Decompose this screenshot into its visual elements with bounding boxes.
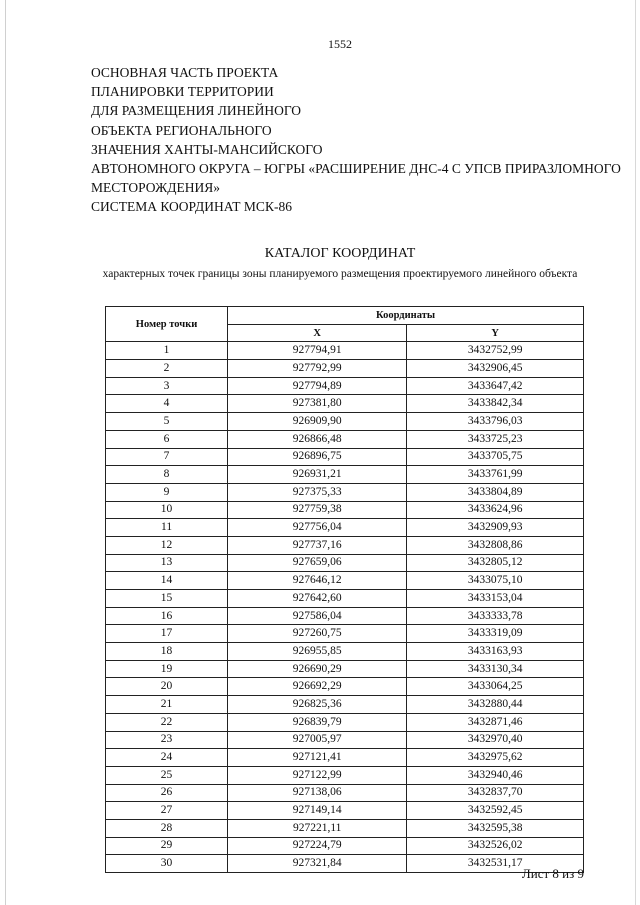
x-coordinate-cell: 927122,99 bbox=[228, 766, 407, 784]
y-coordinate-cell: 3432592,45 bbox=[407, 802, 584, 820]
y-coordinate-cell: 3433647,42 bbox=[407, 377, 584, 395]
point-number-cell: 12 bbox=[106, 536, 228, 554]
x-coordinate-cell: 926931,21 bbox=[228, 466, 407, 484]
table-row bbox=[106, 749, 584, 767]
table-header-row bbox=[106, 307, 584, 325]
point-number-cell: 5 bbox=[106, 413, 228, 431]
table-row bbox=[106, 554, 584, 572]
y-coordinate-cell: 3432752,99 bbox=[407, 342, 584, 360]
x-coordinate-cell: 927759,38 bbox=[228, 501, 407, 519]
y-coordinate-cell: 3432906,45 bbox=[407, 360, 584, 378]
x-coordinate-cell: 927794,89 bbox=[228, 377, 407, 395]
x-coordinate-cell: 927756,04 bbox=[228, 519, 407, 537]
table-row bbox=[106, 660, 584, 678]
table-row bbox=[106, 483, 584, 501]
heading-line: ПЛАНИРОВКИ ТЕРРИТОРИИ bbox=[91, 84, 274, 100]
point-number-cell: 15 bbox=[106, 590, 228, 608]
point-number-cell: 7 bbox=[106, 448, 228, 466]
point-number-cell: 23 bbox=[106, 731, 228, 749]
point-number-cell: 13 bbox=[106, 554, 228, 572]
x-coordinate-cell: 926866,48 bbox=[228, 430, 407, 448]
y-coordinate-cell: 3432531,17 bbox=[407, 855, 584, 873]
y-coordinate-cell: 3432880,44 bbox=[407, 696, 584, 714]
x-coordinate-cell: 927149,14 bbox=[228, 802, 407, 820]
x-coordinate-cell: 926692,29 bbox=[228, 678, 407, 696]
point-number-cell: 18 bbox=[106, 643, 228, 661]
point-number-cell: 30 bbox=[106, 855, 228, 873]
table-row bbox=[106, 766, 584, 784]
point-number-cell: 17 bbox=[106, 625, 228, 643]
x-coordinate-cell: 926825,36 bbox=[228, 696, 407, 714]
y-coordinate-cell: 3432975,62 bbox=[407, 749, 584, 767]
y-coordinate-cell: 3432970,40 bbox=[407, 731, 584, 749]
y-coordinate-cell: 3433130,34 bbox=[407, 660, 584, 678]
point-number-cell: 8 bbox=[106, 466, 228, 484]
x-coordinate-cell: 926909,90 bbox=[228, 413, 407, 431]
header-y: Y bbox=[407, 324, 584, 342]
y-coordinate-cell: 3432940,46 bbox=[407, 766, 584, 784]
x-coordinate-cell: 927381,80 bbox=[228, 395, 407, 413]
document-heading bbox=[91, 63, 621, 217]
table-row bbox=[106, 607, 584, 625]
catalog-subtitle: характерных точек границы зоны планируемого размещения проектируемого линейного объекта bbox=[102, 268, 578, 280]
table-row bbox=[106, 696, 584, 714]
x-coordinate-cell: 927737,16 bbox=[228, 536, 407, 554]
y-coordinate-cell: 3432837,70 bbox=[407, 784, 584, 802]
table-row bbox=[106, 395, 584, 413]
table-row bbox=[106, 342, 584, 360]
point-number-cell: 25 bbox=[106, 766, 228, 784]
table-row bbox=[106, 430, 584, 448]
y-coordinate-cell: 3432871,46 bbox=[407, 713, 584, 731]
point-number-cell: 22 bbox=[106, 713, 228, 731]
point-number-cell: 10 bbox=[106, 501, 228, 519]
heading-line: ОСНОВНАЯ ЧАСТЬ ПРОЕКТА bbox=[91, 65, 279, 80]
table-row bbox=[106, 448, 584, 466]
y-coordinate-cell: 3433725,23 bbox=[407, 430, 584, 448]
point-number-cell: 26 bbox=[106, 784, 228, 802]
x-coordinate-cell: 927792,99 bbox=[228, 360, 407, 378]
table-row bbox=[106, 501, 584, 519]
heading-line: МЕСТОРОЖДЕНИЯ» bbox=[91, 180, 220, 196]
table-row bbox=[106, 466, 584, 484]
y-coordinate-cell: 3433075,10 bbox=[407, 572, 584, 590]
table-row bbox=[106, 360, 584, 378]
coordinates-table-body bbox=[106, 342, 584, 873]
table-row bbox=[106, 413, 584, 431]
y-coordinate-cell: 3433804,89 bbox=[407, 483, 584, 501]
point-number-cell: 27 bbox=[106, 802, 228, 820]
table-row bbox=[106, 855, 584, 873]
point-number-cell: 6 bbox=[106, 430, 228, 448]
table-row bbox=[106, 643, 584, 661]
y-coordinate-cell: 3433163,93 bbox=[407, 643, 584, 661]
point-number-cell: 19 bbox=[106, 660, 228, 678]
x-coordinate-cell: 927586,04 bbox=[228, 607, 407, 625]
point-number-cell: 21 bbox=[106, 696, 228, 714]
header-coordinates: Координаты bbox=[228, 307, 584, 325]
page-number: 1552 bbox=[328, 37, 352, 51]
table-row bbox=[106, 819, 584, 837]
x-coordinate-cell: 927224,79 bbox=[228, 837, 407, 855]
x-coordinate-cell: 927138,06 bbox=[228, 784, 407, 802]
y-coordinate-cell: 3433064,25 bbox=[407, 678, 584, 696]
y-coordinate-cell: 3433624,96 bbox=[407, 501, 584, 519]
x-coordinate-cell: 927321,84 bbox=[228, 855, 407, 873]
x-coordinate-cell: 927659,06 bbox=[228, 554, 407, 572]
x-coordinate-cell: 927646,12 bbox=[228, 572, 407, 590]
y-coordinate-cell: 3432909,93 bbox=[407, 519, 584, 537]
table-row bbox=[106, 625, 584, 643]
point-number-cell: 20 bbox=[106, 678, 228, 696]
y-coordinate-cell: 3432808,86 bbox=[407, 536, 584, 554]
table-row bbox=[106, 590, 584, 608]
y-coordinate-cell: 3433705,75 bbox=[407, 448, 584, 466]
x-coordinate-cell: 927121,41 bbox=[228, 749, 407, 767]
catalog-title: КАТАЛОГ КООРДИНАТ bbox=[264, 246, 416, 261]
y-coordinate-cell: 3433333,78 bbox=[407, 607, 584, 625]
scan-edge-right bbox=[635, 0, 636, 905]
point-number-cell: 4 bbox=[106, 395, 228, 413]
y-coordinate-cell: 3432805,12 bbox=[407, 554, 584, 572]
heading-line: СИСТЕМА КООРДИНАТ МСК-86 bbox=[91, 199, 292, 215]
table-row bbox=[106, 837, 584, 855]
x-coordinate-cell: 927375,33 bbox=[228, 483, 407, 501]
table-row bbox=[106, 572, 584, 590]
table-row bbox=[106, 519, 584, 537]
point-number-cell: 16 bbox=[106, 607, 228, 625]
table-row bbox=[106, 678, 584, 696]
x-coordinate-cell: 927260,75 bbox=[228, 625, 407, 643]
y-coordinate-cell: 3433796,03 bbox=[407, 413, 584, 431]
x-coordinate-cell: 927642,60 bbox=[228, 590, 407, 608]
table-row bbox=[106, 802, 584, 820]
header-x: X bbox=[228, 324, 407, 342]
x-coordinate-cell: 926896,75 bbox=[228, 448, 407, 466]
point-number-cell: 14 bbox=[106, 572, 228, 590]
x-coordinate-cell: 926839,79 bbox=[228, 713, 407, 731]
point-number-cell: 29 bbox=[106, 837, 228, 855]
y-coordinate-cell: 3432526,02 bbox=[407, 837, 584, 855]
point-number-cell: 1 bbox=[106, 342, 228, 360]
point-number-cell: 2 bbox=[106, 360, 228, 378]
table-row bbox=[106, 731, 584, 749]
x-coordinate-cell: 927005,97 bbox=[228, 731, 407, 749]
heading-line: ЗНАЧЕНИЯ ХАНТЫ-МАНСИЙСКОГО bbox=[91, 141, 323, 157]
x-coordinate-cell: 927794,91 bbox=[228, 342, 407, 360]
y-coordinate-cell: 3432595,38 bbox=[407, 819, 584, 837]
y-coordinate-cell: 3433761,99 bbox=[407, 466, 584, 484]
coordinates-table bbox=[105, 306, 584, 873]
x-coordinate-cell: 926955,85 bbox=[228, 643, 407, 661]
x-coordinate-cell: 927221,11 bbox=[228, 819, 407, 837]
point-number-cell: 9 bbox=[106, 483, 228, 501]
sheet-number: Лист 8 из 9 bbox=[521, 866, 584, 881]
point-number-cell: 24 bbox=[106, 749, 228, 767]
table-row bbox=[106, 536, 584, 554]
heading-line: ОБЪЕКТА РЕГИОНАЛЬНОГО bbox=[91, 122, 272, 138]
y-coordinate-cell: 3433153,04 bbox=[407, 590, 584, 608]
table-row bbox=[106, 377, 584, 395]
point-number-cell: 28 bbox=[106, 819, 228, 837]
scan-edge-left bbox=[5, 0, 6, 905]
y-coordinate-cell: 3433842,34 bbox=[407, 395, 584, 413]
point-number-cell: 3 bbox=[106, 377, 228, 395]
heading-line: ДЛЯ РАЗМЕЩЕНИЯ ЛИНЕЙНОГО bbox=[91, 103, 302, 119]
table-row bbox=[106, 713, 584, 731]
heading-line: АВТОНОМНОГО ОКРУГА – ЮГРЫ «РАСШИРЕНИЕ ДНС-4 С УПСВ ПРИРАЗЛОМНОГО bbox=[91, 161, 621, 177]
header-point-number: Номер точки bbox=[106, 307, 228, 342]
point-number-cell: 11 bbox=[106, 519, 228, 537]
x-coordinate-cell: 926690,29 bbox=[228, 660, 407, 678]
table-row bbox=[106, 784, 584, 802]
y-coordinate-cell: 3433319,09 bbox=[407, 625, 584, 643]
